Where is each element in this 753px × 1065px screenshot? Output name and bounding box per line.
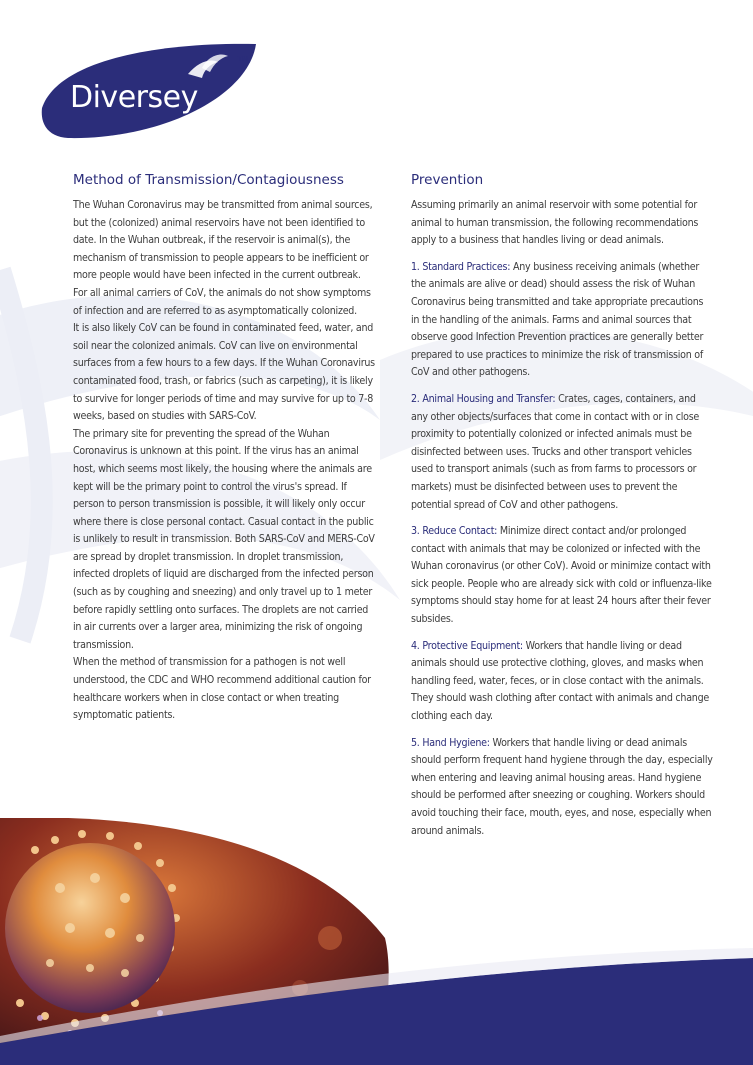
prevention-item-lead: 5. Hand Hygiene: xyxy=(411,736,490,749)
prevention-item xyxy=(411,391,713,514)
prevention-intro: Assuming primarily an animal reservoir with some potential for animal to human transmission, the following recommendations apply to a business that handles living or dead animals. xyxy=(411,199,699,247)
prevention-item xyxy=(411,259,713,382)
prevention-item-text: Any business receiving animals (whether the animals are alive or dead) should assess the risk of Wuhan Coronavirus being transmitted and take appropriate precautions in the handling of the animals. Farms and animal sources that observe good Infection Prevention practices are generally better prepared to use practices to minimize the risk of transmission of CoV and other pathogens. xyxy=(411,260,704,379)
prevention-item xyxy=(411,735,713,841)
transmission-paragraph: The primary site for preventing the spread of the Wuhan Coronavirus is unknown at this point. If the virus has an animal host, which seems most likely, the housing where the animals are kept will be the primary point to control the virus's spread. If person to person transmission is possible, it will likely only occur where there is close personal contact. Casual contact in the public is unlikely to result in transmission. Both SARS-CoV and MERS-CoV are spread by droplet transmission. In droplet transmission, infected droplets of liquid are discharged from the infected person (such as by coughing and sneezing) and only travel up to 1 meter before rapidly settling onto surfaces. The droplets are not carried in air currents over a larger area, minimizing the risk of ongoing transmission. xyxy=(73,427,375,651)
transmission-section xyxy=(73,172,377,725)
prevention-item-text: Workers that handle living or dead animals should perform frequent hand hygiene through the day, especially when entering and leaving animal housing areas. Hand hygiene should be performed after sneezing or coughing. Workers should avoid touching their face, mouth, eyes, and nose, especially when around animals. xyxy=(411,736,713,837)
trademark-mark: TM xyxy=(238,55,249,63)
logo-wordmark: Diversey xyxy=(70,80,198,115)
prevention-item-text: Crates, cages, containers, and any other objects/surfaces that come in contact with or in close proximity to potentially colonized or infected animals must be disinfected between uses. Trucks and other transport vehicles used to transport animals (such as from farms to processors or markets) must be disinfected between uses to prevent the potential spread of CoV and other pathogens. xyxy=(411,392,700,511)
transmission-paragraph: It is also likely CoV can be found in contaminated feed, water, and soil near the colonized animals. CoV can live on environmental surfaces from a few hours to a few days. If the Wuhan Coronavirus contaminated food, trash, or fabrics (such as carpeting), it is likely to survive for longer periods of time and may survive for up to 7-8 weeks, based on studies with SARS-CoV. xyxy=(73,322,375,423)
prevention-item-text: Minimize direct contact and/or prolonged contact with animals that may be colonized or infected with the Wuhan coronavirus (or other CoV). Avoid or minimize contact with sick people. People who are already sick with cold or influenza-like symptoms should stay home for at least 24 hours after their fever subsides. xyxy=(411,525,712,626)
prevention-item xyxy=(411,523,713,629)
transmission-paragraph: The Wuhan Coronavirus may be transmitted from animal sources, but the (colonized) animal reservoirs have not been identified to date. In the Wuhan outbreak, if the reservoir is animal(s), the mechanism of transmission to people appears to be inefficient or more people would have been infected in the current outbreak. For all animal carriers of CoV, the animals do not show symptoms of infection and are referred to as asymptomatically colonized. xyxy=(73,199,373,317)
prevention-item-text: Workers that handle living or dead animals should use protective clothing, gloves, and masks when handling feed, water, feces, or in close contact with the animals. They should wash clothing after contact with animals and change clothing each day. xyxy=(411,639,709,723)
transmission-heading: Method of Transmission/Contagiousness xyxy=(73,172,344,188)
footer-wave xyxy=(0,948,753,1065)
prevention-item-lead: 2. Animal Housing and Transfer: xyxy=(411,392,556,405)
prevention-item-lead: 3. Reduce Contact: xyxy=(411,525,498,538)
prevention-item-lead: 4. Protective Equipment: xyxy=(411,639,523,652)
transmission-paragraph: When the method of transmission for a pathogen is not well understood, the CDC and WHO recommend additional caution for healthcare workers when in close contact or when treating symptomatic patients. xyxy=(73,656,371,722)
prevention-section xyxy=(411,172,713,849)
prevention-heading: Prevention xyxy=(411,172,484,188)
prevention-item xyxy=(411,638,713,726)
prevention-item-lead: 1. Standard Practices: xyxy=(411,260,511,273)
